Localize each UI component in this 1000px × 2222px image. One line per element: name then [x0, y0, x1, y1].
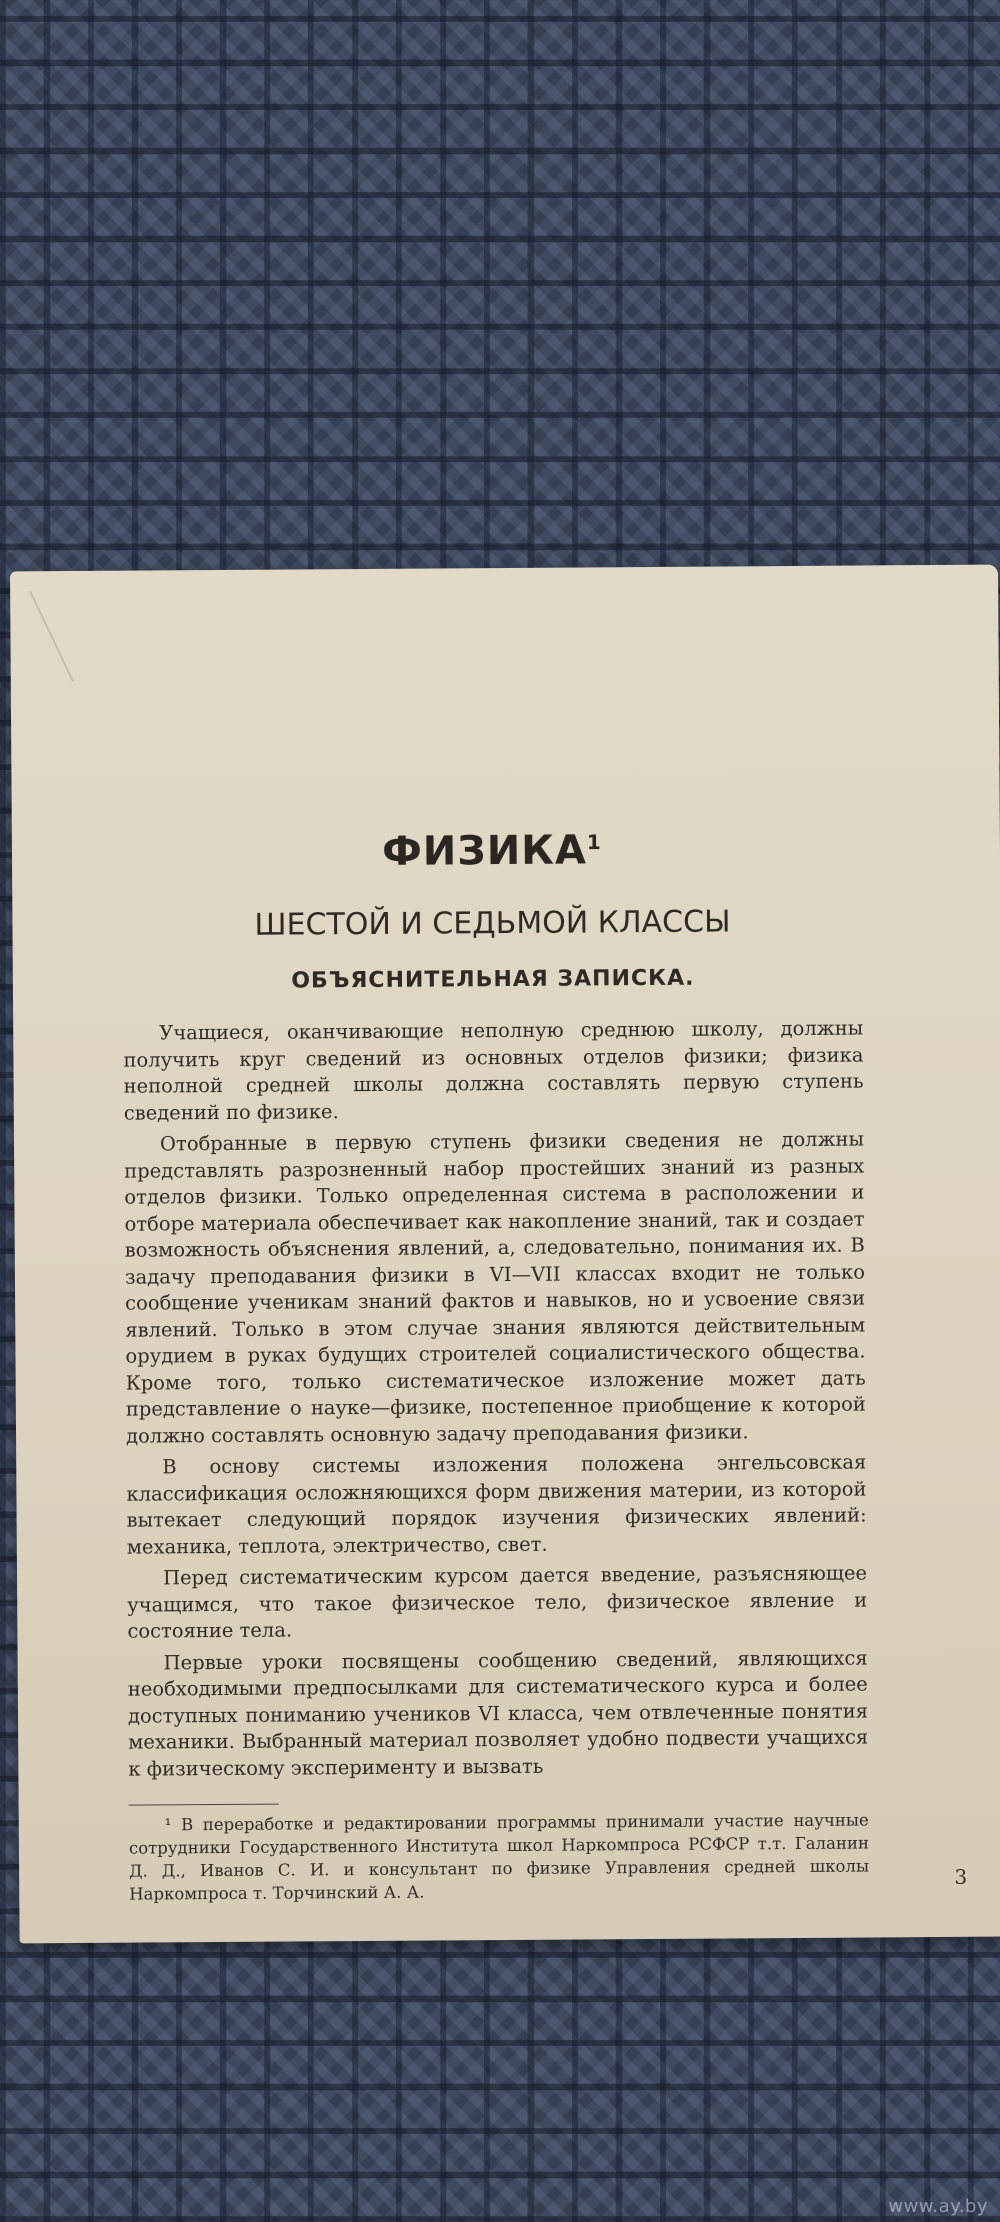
footnote-divider — [129, 1804, 279, 1806]
paragraph-1: Учащиеся, оканчивающие неполную среднюю школу, должны получить круг сведений из основных отделов физики; физика неполной средней школы должна составлять первую ступень сведений по физике. — [123, 1016, 864, 1125]
page-title — [122, 826, 862, 877]
page-crease — [29, 591, 144, 681]
page-content — [122, 826, 869, 1906]
title-footnote-mark: 1 — [586, 829, 602, 855]
page-subtitle: ШЕСТОЙ И СЕДЬМОЙ КЛАССЫ — [254, 904, 731, 943]
paragraph-2: Отобранные в первую ступень физики сведения не должны представлять разрозненный набор простейших знаний из разных отделов физики. Только определенная система в расположении и отборе материала обеспечивает как накопление знаний, так и создает возможность объяснения явлений, а, следовательно, понимания их. В задачу преподавания физики в VI—VII классах входит не только сообщение ученикам знаний фактов и навыков, но и усвоение связи явлений. Только в этом случае знания являются действительным орудием в руках будущих строителей социалистического общества. Кроме того, только систематическое изложение может дать представление о науке—физике, постепенное приобщение к которой должно составлять основную задачу преподавания физики. — [124, 1127, 866, 1448]
title-text: ФИЗИКА — [382, 827, 588, 875]
paragraph-5: Первые уроки посвящены сообщению сведений, являющихся необходимыми предпосылками для систематического курса и более доступных пониманию учеников VI класса, чем отвлеченные понятия механики. Выбранный материал позволяет удобно подвести учащихся к физическому эксперименту и вызвать — [127, 1645, 869, 1781]
watermark: www.ay.by — [888, 2196, 988, 2217]
book-page — [10, 565, 1000, 1944]
page-number: 3 — [954, 1864, 968, 1889]
section-heading: ОБЪЯСНИТЕЛЬНАЯ ЗАПИСКА. — [291, 965, 695, 994]
paragraph-3: В основу системы изложения положена энгельсовская классификация осложняющихся форм движения материи, из которой вытекает следующий порядок изучения физических явлений: механика, теплота, электричество, свет. — [126, 1450, 867, 1559]
paragraph-4: Перед систематическим курсом дается введение, разъясняющее учащимся, что такое физическое тело, физическое явление и состояние тела. — [127, 1561, 868, 1643]
body-text — [123, 1016, 868, 1783]
footnote: ¹ В переработке и редактировании программы принимали участие научные сотрудники Государственного Института школ Наркомпроса РСФСР т.т. Галанин Д. Д., Иванов С. И. и консультант по физике Управления средней школы Наркомпроса т. Торчинский А. А. — [128, 1810, 870, 1904]
